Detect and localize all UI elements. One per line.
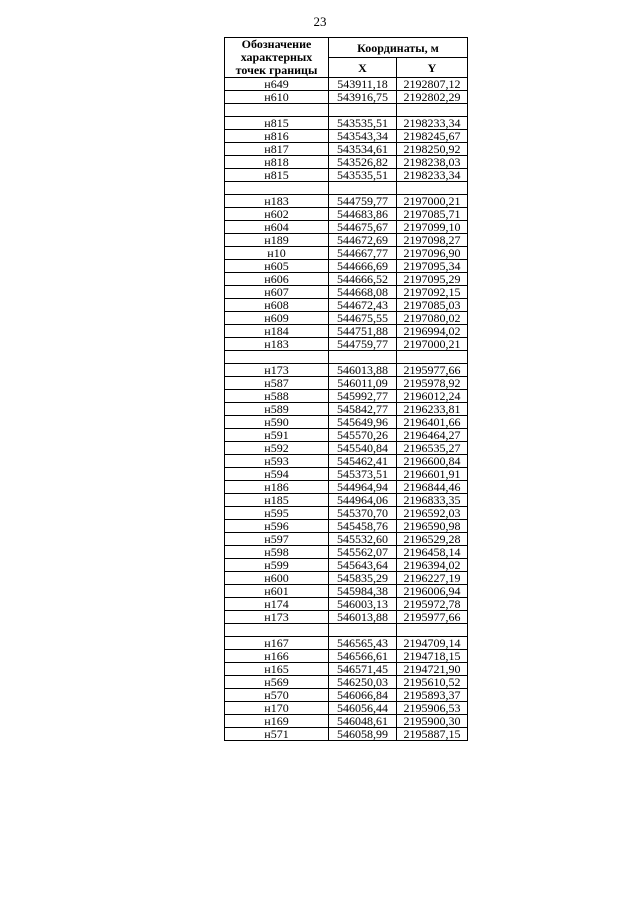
x-coordinate-cell: 544666,52 — [329, 273, 397, 286]
y-coordinate-cell: 2197096,90 — [397, 247, 468, 260]
y-coordinate-cell: 2197000,21 — [397, 195, 468, 208]
x-coordinate-cell: 543911,18 — [329, 78, 397, 91]
table-row — [225, 559, 468, 572]
point-name-cell: н599 — [225, 559, 329, 572]
point-name-cell: н600 — [225, 572, 329, 585]
x-coordinate-cell: 543535,51 — [329, 117, 397, 130]
table-row — [225, 676, 468, 689]
y-coordinate-cell: 2197099,10 — [397, 221, 468, 234]
table-body — [225, 78, 468, 741]
y-coordinate-cell: 2196394,02 — [397, 559, 468, 572]
x-coordinate-cell: 543916,75 — [329, 91, 397, 104]
point-name-cell: н183 — [225, 338, 329, 351]
x-coordinate-cell: 544675,55 — [329, 312, 397, 325]
point-name-cell: н591 — [225, 429, 329, 442]
table-row — [225, 468, 468, 481]
table-row — [225, 260, 468, 273]
point-name-cell: н166 — [225, 650, 329, 663]
y-coordinate-cell: 2194721,90 — [397, 663, 468, 676]
y-coordinate-cell: 2197080,02 — [397, 312, 468, 325]
empty-cell — [329, 624, 397, 637]
point-name-cell: н608 — [225, 299, 329, 312]
page-number: 23 — [313, 14, 327, 29]
table-row — [225, 715, 468, 728]
table-row — [225, 221, 468, 234]
y-coordinate-cell: 2197095,34 — [397, 260, 468, 273]
y-coordinate-cell: 2195977,66 — [397, 611, 468, 624]
y-coordinate-cell: 2197092,15 — [397, 286, 468, 299]
y-coordinate-cell: 2197095,29 — [397, 273, 468, 286]
y-coordinate-cell: 2197085,71 — [397, 208, 468, 221]
table-row — [225, 364, 468, 377]
y-coordinate-cell: 2196833,35 — [397, 494, 468, 507]
y-coordinate-cell: 2195906,53 — [397, 702, 468, 715]
table-row — [225, 637, 468, 650]
table-row — [225, 494, 468, 507]
y-coordinate-cell: 2197000,21 — [397, 338, 468, 351]
x-coordinate-cell: 544666,69 — [329, 260, 397, 273]
point-name-cell: н604 — [225, 221, 329, 234]
x-coordinate-cell: 546566,61 — [329, 650, 397, 663]
point-name-cell: н815 — [225, 169, 329, 182]
empty-cell — [397, 624, 468, 637]
y-coordinate-cell: 2192807,12 — [397, 78, 468, 91]
table-row — [225, 585, 468, 598]
point-name-cell: н170 — [225, 702, 329, 715]
y-coordinate-cell: 2195893,37 — [397, 689, 468, 702]
point-name-cell: н596 — [225, 520, 329, 533]
x-coordinate-cell: 544759,77 — [329, 195, 397, 208]
y-coordinate-cell: 2197085,03 — [397, 299, 468, 312]
point-name-cell: н169 — [225, 715, 329, 728]
empty-cell — [225, 351, 329, 364]
point-name-cell: н571 — [225, 728, 329, 741]
y-coordinate-cell: 2196012,24 — [397, 390, 468, 403]
point-name-cell: н588 — [225, 390, 329, 403]
y-coordinate-cell: 2196600,84 — [397, 455, 468, 468]
x-coordinate-cell: 545370,70 — [329, 507, 397, 520]
y-coordinate-cell: 2195978,92 — [397, 377, 468, 390]
x-coordinate-cell: 545462,41 — [329, 455, 397, 468]
x-coordinate-cell: 546250,03 — [329, 676, 397, 689]
table-row — [225, 195, 468, 208]
empty-cell — [225, 624, 329, 637]
table-row — [225, 286, 468, 299]
table-row — [225, 338, 468, 351]
y-coordinate-cell: 2194709,14 — [397, 637, 468, 650]
point-name-cell: н184 — [225, 325, 329, 338]
y-coordinate-cell: 2198233,34 — [397, 117, 468, 130]
y-coordinate-cell: 2196590,98 — [397, 520, 468, 533]
x-coordinate-cell: 543535,51 — [329, 169, 397, 182]
x-coordinate-cell: 544964,06 — [329, 494, 397, 507]
separator-row — [225, 624, 468, 637]
separator-row — [225, 104, 468, 117]
x-coordinate-cell: 546565,43 — [329, 637, 397, 650]
empty-cell — [329, 182, 397, 195]
y-coordinate-cell: 2196233,81 — [397, 403, 468, 416]
point-name-cell: н594 — [225, 468, 329, 481]
x-coordinate-cell: 544672,43 — [329, 299, 397, 312]
table-row — [225, 533, 468, 546]
x-coordinate-cell: 543534,61 — [329, 143, 397, 156]
table-row — [225, 663, 468, 676]
point-name-cell: н570 — [225, 689, 329, 702]
y-coordinate-cell: 2198245,67 — [397, 130, 468, 143]
point-name-cell: н817 — [225, 143, 329, 156]
y-coordinate-cell: 2195610,52 — [397, 676, 468, 689]
x-coordinate-cell: 546013,88 — [329, 364, 397, 377]
point-name-cell: н174 — [225, 598, 329, 611]
point-name-cell: н593 — [225, 455, 329, 468]
table-row — [225, 650, 468, 663]
y-coordinate-cell: 2196464,27 — [397, 429, 468, 442]
point-name-cell: н595 — [225, 507, 329, 520]
x-coordinate-cell: 544668,08 — [329, 286, 397, 299]
table-row — [225, 702, 468, 715]
point-name-cell: н598 — [225, 546, 329, 559]
table-row — [225, 546, 468, 559]
point-name-cell: н589 — [225, 403, 329, 416]
y-coordinate-cell: 2196006,94 — [397, 585, 468, 598]
table-row — [225, 273, 468, 286]
x-coordinate-cell: 545984,38 — [329, 585, 397, 598]
empty-cell — [225, 182, 329, 195]
y-coordinate-cell: 2196844,46 — [397, 481, 468, 494]
y-coordinate-cell: 2198250,92 — [397, 143, 468, 156]
point-name-cell: н609 — [225, 312, 329, 325]
x-coordinate-cell: 544672,69 — [329, 234, 397, 247]
x-coordinate-cell: 546571,45 — [329, 663, 397, 676]
point-name-cell: н815 — [225, 117, 329, 130]
table-row — [225, 169, 468, 182]
x-coordinate-cell: 545458,76 — [329, 520, 397, 533]
table-row — [225, 78, 468, 91]
x-coordinate-cell: 546066,84 — [329, 689, 397, 702]
table-row — [225, 390, 468, 403]
point-name-cell: н173 — [225, 364, 329, 377]
y-coordinate-cell: 2195900,30 — [397, 715, 468, 728]
table-row — [225, 572, 468, 585]
header-coordinates: Координаты, м — [329, 38, 468, 58]
point-name-cell: н649 — [225, 78, 329, 91]
point-name-cell: н818 — [225, 156, 329, 169]
point-name-cell: н167 — [225, 637, 329, 650]
table-row — [225, 312, 468, 325]
y-coordinate-cell: 2195977,66 — [397, 364, 468, 377]
header-point-designation: Обозначение характерных точек границы — [225, 38, 329, 78]
point-name-cell: н165 — [225, 663, 329, 676]
point-name-cell: н605 — [225, 260, 329, 273]
table-row — [225, 728, 468, 741]
y-coordinate-cell: 2196529,28 — [397, 533, 468, 546]
table-row — [225, 130, 468, 143]
point-name-cell: н10 — [225, 247, 329, 260]
x-coordinate-cell: 545835,29 — [329, 572, 397, 585]
empty-cell — [397, 104, 468, 117]
x-coordinate-cell: 545649,96 — [329, 416, 397, 429]
coordinates-table — [224, 37, 468, 741]
x-coordinate-cell: 544675,67 — [329, 221, 397, 234]
table-row — [225, 91, 468, 104]
x-coordinate-cell: 545570,26 — [329, 429, 397, 442]
empty-cell — [329, 104, 397, 117]
table-row — [225, 117, 468, 130]
point-name-cell: н592 — [225, 442, 329, 455]
point-name-cell: н601 — [225, 585, 329, 598]
point-name-cell: н597 — [225, 533, 329, 546]
y-coordinate-cell: 2196401,66 — [397, 416, 468, 429]
table-row — [225, 377, 468, 390]
y-coordinate-cell: 2195972,78 — [397, 598, 468, 611]
y-coordinate-cell: 2195887,15 — [397, 728, 468, 741]
table-row — [225, 416, 468, 429]
y-coordinate-cell: 2196458,14 — [397, 546, 468, 559]
table-row — [225, 429, 468, 442]
table-row — [225, 403, 468, 416]
x-coordinate-cell: 546011,09 — [329, 377, 397, 390]
table-row — [225, 611, 468, 624]
table-row — [225, 156, 468, 169]
table-row — [225, 455, 468, 468]
empty-cell — [397, 351, 468, 364]
empty-cell — [329, 351, 397, 364]
x-coordinate-cell: 544667,77 — [329, 247, 397, 260]
point-name-cell: н186 — [225, 481, 329, 494]
table-row — [225, 247, 468, 260]
x-coordinate-cell: 545562,07 — [329, 546, 397, 559]
x-coordinate-cell: 543543,34 — [329, 130, 397, 143]
y-coordinate-cell: 2198238,03 — [397, 156, 468, 169]
point-name-cell: н610 — [225, 91, 329, 104]
x-coordinate-cell: 544683,86 — [329, 208, 397, 221]
table-row — [225, 208, 468, 221]
point-name-cell: н569 — [225, 676, 329, 689]
x-coordinate-cell: 545643,64 — [329, 559, 397, 572]
x-coordinate-cell: 545992,77 — [329, 390, 397, 403]
x-coordinate-cell: 545842,77 — [329, 403, 397, 416]
table-row — [225, 299, 468, 312]
separator-row — [225, 351, 468, 364]
point-name-cell: н185 — [225, 494, 329, 507]
y-coordinate-cell: 2198233,34 — [397, 169, 468, 182]
table-row — [225, 234, 468, 247]
empty-cell — [225, 104, 329, 117]
point-name-cell: н587 — [225, 377, 329, 390]
table-row — [225, 481, 468, 494]
table-row — [225, 143, 468, 156]
y-coordinate-cell: 2196601,91 — [397, 468, 468, 481]
point-name-cell: н590 — [225, 416, 329, 429]
y-coordinate-cell: 2194718,15 — [397, 650, 468, 663]
x-coordinate-cell: 546013,88 — [329, 611, 397, 624]
header-x: X — [329, 58, 397, 78]
point-name-cell: н173 — [225, 611, 329, 624]
point-name-cell: н816 — [225, 130, 329, 143]
x-coordinate-cell: 545532,60 — [329, 533, 397, 546]
y-coordinate-cell: 2192802,29 — [397, 91, 468, 104]
table-row — [225, 442, 468, 455]
empty-cell — [397, 182, 468, 195]
table-row — [225, 689, 468, 702]
header-y: Y — [397, 58, 468, 78]
x-coordinate-cell: 544759,77 — [329, 338, 397, 351]
point-name-cell: н189 — [225, 234, 329, 247]
x-coordinate-cell: 545540,84 — [329, 442, 397, 455]
table-row — [225, 598, 468, 611]
x-coordinate-cell: 546003,13 — [329, 598, 397, 611]
separator-row — [225, 182, 468, 195]
table-row — [225, 507, 468, 520]
x-coordinate-cell: 544751,88 — [329, 325, 397, 338]
x-coordinate-cell: 544964,94 — [329, 481, 397, 494]
x-coordinate-cell: 545373,51 — [329, 468, 397, 481]
y-coordinate-cell: 2196994,02 — [397, 325, 468, 338]
x-coordinate-cell: 546058,99 — [329, 728, 397, 741]
point-name-cell: н183 — [225, 195, 329, 208]
table-row — [225, 325, 468, 338]
x-coordinate-cell: 543526,82 — [329, 156, 397, 169]
point-name-cell: н606 — [225, 273, 329, 286]
point-name-cell: н607 — [225, 286, 329, 299]
x-coordinate-cell: 546056,44 — [329, 702, 397, 715]
y-coordinate-cell: 2196227,19 — [397, 572, 468, 585]
y-coordinate-cell: 2196535,27 — [397, 442, 468, 455]
y-coordinate-cell: 2197098,27 — [397, 234, 468, 247]
point-name-cell: н602 — [225, 208, 329, 221]
table-row — [225, 520, 468, 533]
x-coordinate-cell: 546048,61 — [329, 715, 397, 728]
y-coordinate-cell: 2196592,03 — [397, 507, 468, 520]
